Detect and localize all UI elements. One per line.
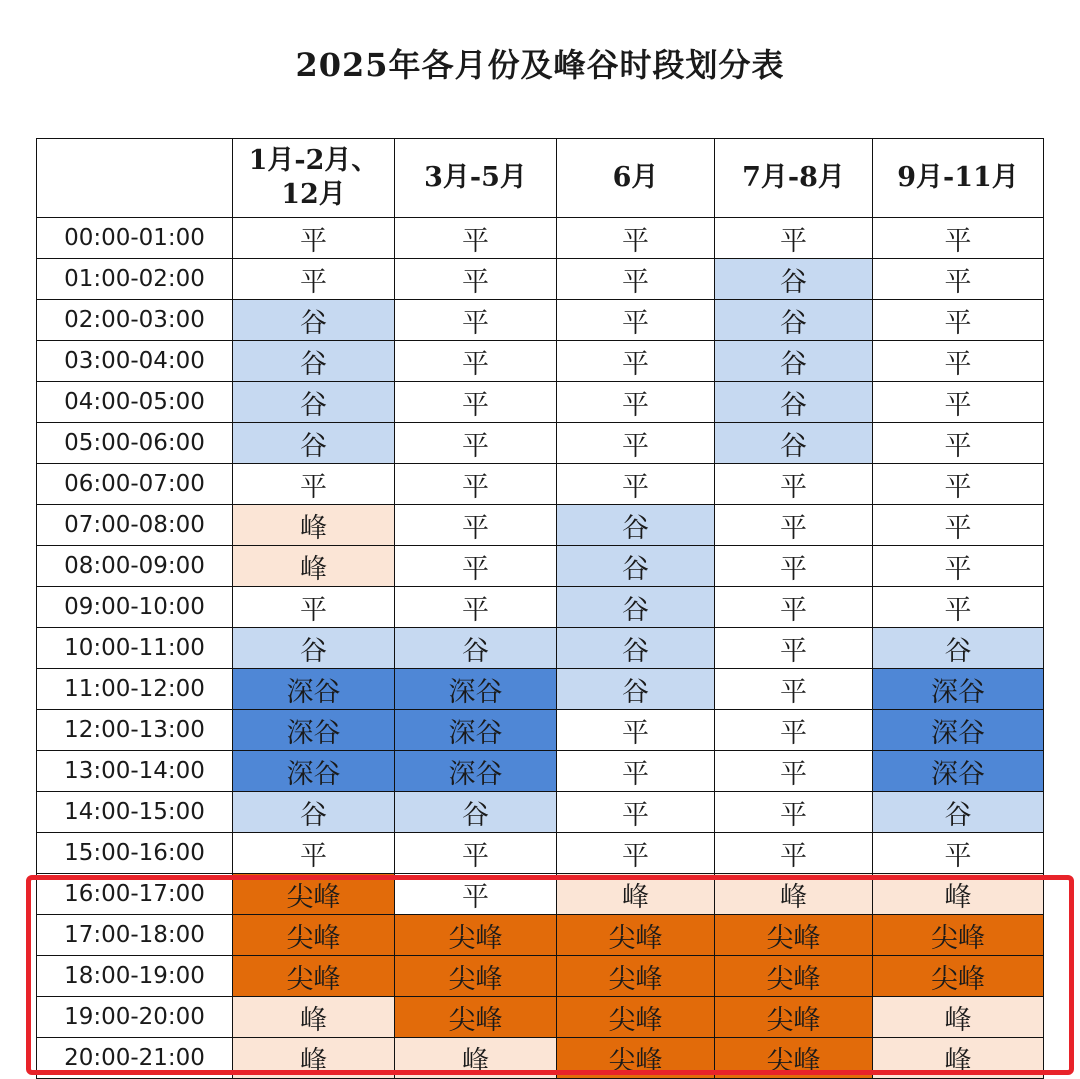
time-slot-cell: 10:00-11:00 (37, 628, 233, 669)
period-cell-sep-nov: 平 (873, 259, 1044, 300)
table-row (37, 300, 1044, 341)
table-row (37, 341, 1044, 382)
page-title: 2025年各月份及峰谷时段划分表 (295, 46, 785, 84)
period-cell-jun: 平 (557, 833, 715, 874)
period-cell-sep-nov: 平 (873, 382, 1044, 423)
period-cell-jun: 平 (557, 710, 715, 751)
time-slot-cell: 18:00-19:00 (37, 956, 233, 997)
period-cell-sep-nov: 深谷 (873, 751, 1044, 792)
period-cell-sep-nov: 平 (873, 505, 1044, 546)
period-cell-jan-feb-dec: 深谷 (233, 669, 395, 710)
period-cell-jan-feb-dec: 平 (233, 587, 395, 628)
period-cell-jan-feb-dec: 峰 (233, 997, 395, 1038)
period-cell-jan-feb-dec: 尖峰 (233, 915, 395, 956)
table-row (37, 546, 1044, 587)
period-cell-sep-nov: 尖峰 (873, 956, 1044, 997)
period-cell-jul-aug: 平 (715, 546, 873, 587)
period-cell-sep-nov: 峰 (873, 1038, 1044, 1079)
period-cell-jul-aug: 谷 (715, 382, 873, 423)
period-cell-jun: 平 (557, 423, 715, 464)
period-cell-jul-aug: 尖峰 (715, 956, 873, 997)
period-cell-sep-nov: 平 (873, 423, 1044, 464)
time-slot-cell: 11:00-12:00 (37, 669, 233, 710)
period-cell-sep-nov: 深谷 (873, 669, 1044, 710)
time-slot-cell: 13:00-14:00 (37, 751, 233, 792)
period-cell-jun: 尖峰 (557, 1038, 715, 1079)
period-cell-jul-aug: 平 (715, 833, 873, 874)
period-cell-sep-nov: 平 (873, 833, 1044, 874)
time-slot-cell: 04:00-05:00 (37, 382, 233, 423)
period-cell-mar-may: 深谷 (395, 669, 557, 710)
header-sep-nov: 9月-11月 (873, 139, 1044, 218)
period-cell-jan-feb-dec: 峰 (233, 1038, 395, 1079)
period-cell-mar-may: 平 (395, 382, 557, 423)
table-row (37, 833, 1044, 874)
period-cell-sep-nov: 尖峰 (873, 915, 1044, 956)
period-cell-mar-may: 平 (395, 259, 557, 300)
period-cell-jun: 平 (557, 341, 715, 382)
period-cell-sep-nov: 平 (873, 300, 1044, 341)
time-slot-cell: 07:00-08:00 (37, 505, 233, 546)
period-cell-jan-feb-dec: 谷 (233, 628, 395, 669)
time-slot-cell: 15:00-16:00 (37, 833, 233, 874)
period-cell-jun: 谷 (557, 505, 715, 546)
period-cell-mar-may: 谷 (395, 628, 557, 669)
time-slot-cell: 14:00-15:00 (37, 792, 233, 833)
table-row (37, 792, 1044, 833)
period-cell-jan-feb-dec: 峰 (233, 546, 395, 587)
period-cell-jul-aug: 平 (715, 464, 873, 505)
period-cell-jan-feb-dec: 谷 (233, 423, 395, 464)
period-cell-jun: 平 (557, 259, 715, 300)
period-cell-jun: 平 (557, 218, 715, 259)
period-cell-jul-aug: 尖峰 (715, 1038, 873, 1079)
period-cell-jul-aug: 谷 (715, 300, 873, 341)
period-cell-jul-aug: 谷 (715, 341, 873, 382)
period-cell-mar-may: 平 (395, 546, 557, 587)
period-cell-jun: 平 (557, 382, 715, 423)
table-row (37, 1038, 1044, 1079)
period-cell-sep-nov: 平 (873, 587, 1044, 628)
period-cell-jul-aug: 平 (715, 751, 873, 792)
period-cell-jan-feb-dec: 谷 (233, 341, 395, 382)
period-cell-mar-may: 平 (395, 587, 557, 628)
table-row (37, 669, 1044, 710)
period-cell-jan-feb-dec: 谷 (233, 382, 395, 423)
table-row (37, 587, 1044, 628)
time-slot-cell: 06:00-07:00 (37, 464, 233, 505)
period-cell-mar-may: 平 (395, 218, 557, 259)
time-slot-cell: 05:00-06:00 (37, 423, 233, 464)
header-jan-feb-dec: 1月-2月、12月 (233, 139, 395, 218)
period-cell-mar-may: 尖峰 (395, 915, 557, 956)
tou-period-table (36, 138, 1044, 1079)
period-cell-sep-nov: 平 (873, 546, 1044, 587)
period-cell-jan-feb-dec: 尖峰 (233, 956, 395, 997)
time-slot-cell: 20:00-21:00 (37, 1038, 233, 1079)
period-cell-jul-aug: 平 (715, 792, 873, 833)
period-cell-jul-aug: 平 (715, 587, 873, 628)
period-cell-jun: 谷 (557, 587, 715, 628)
time-slot-cell: 12:00-13:00 (37, 710, 233, 751)
table-row (37, 423, 1044, 464)
table-row (37, 505, 1044, 546)
period-cell-jun: 谷 (557, 628, 715, 669)
table-row (37, 259, 1044, 300)
table-row (37, 997, 1044, 1038)
period-cell-jun: 平 (557, 300, 715, 341)
table-body (37, 218, 1044, 1079)
table-row (37, 956, 1044, 997)
time-slot-cell: 16:00-17:00 (37, 874, 233, 915)
period-cell-mar-may: 深谷 (395, 710, 557, 751)
period-cell-jul-aug: 谷 (715, 259, 873, 300)
header-jun: 6月 (557, 139, 715, 218)
period-cell-sep-nov: 平 (873, 218, 1044, 259)
time-slot-cell: 01:00-02:00 (37, 259, 233, 300)
time-slot-cell: 02:00-03:00 (37, 300, 233, 341)
table-row (37, 218, 1044, 259)
period-cell-jun: 尖峰 (557, 915, 715, 956)
period-cell-mar-may: 谷 (395, 792, 557, 833)
period-cell-mar-may: 尖峰 (395, 997, 557, 1038)
period-cell-jul-aug: 平 (715, 218, 873, 259)
header-corner (37, 139, 233, 218)
period-cell-sep-nov: 平 (873, 341, 1044, 382)
period-cell-jan-feb-dec: 平 (233, 259, 395, 300)
period-cell-jun: 峰 (557, 874, 715, 915)
period-cell-mar-may: 平 (395, 341, 557, 382)
period-cell-mar-may: 平 (395, 464, 557, 505)
table-row (37, 710, 1044, 751)
period-cell-jun: 谷 (557, 669, 715, 710)
period-cell-jul-aug: 平 (715, 710, 873, 751)
table-row (37, 628, 1044, 669)
time-slot-cell: 00:00-01:00 (37, 218, 233, 259)
time-slot-cell: 17:00-18:00 (37, 915, 233, 956)
time-slot-cell: 08:00-09:00 (37, 546, 233, 587)
period-cell-jan-feb-dec: 深谷 (233, 710, 395, 751)
period-cell-jul-aug: 峰 (715, 874, 873, 915)
period-cell-jan-feb-dec: 峰 (233, 505, 395, 546)
header-jul-aug: 7月-8月 (715, 139, 873, 218)
period-cell-mar-may: 峰 (395, 1038, 557, 1079)
period-cell-jul-aug: 平 (715, 505, 873, 546)
header-row (37, 139, 1044, 218)
table-row (37, 874, 1044, 915)
period-cell-sep-nov: 深谷 (873, 710, 1044, 751)
header-mar-may: 3月-5月 (395, 139, 557, 218)
period-cell-mar-may: 平 (395, 423, 557, 464)
period-cell-jul-aug: 平 (715, 669, 873, 710)
time-slot-cell: 19:00-20:00 (37, 997, 233, 1038)
period-cell-mar-may: 深谷 (395, 751, 557, 792)
period-cell-jun: 平 (557, 751, 715, 792)
period-cell-sep-nov: 谷 (873, 792, 1044, 833)
period-cell-mar-may: 平 (395, 833, 557, 874)
time-slot-cell: 03:00-04:00 (37, 341, 233, 382)
period-cell-mar-may: 平 (395, 505, 557, 546)
period-cell-jun: 谷 (557, 546, 715, 587)
period-cell-sep-nov: 平 (873, 464, 1044, 505)
period-cell-sep-nov: 峰 (873, 874, 1044, 915)
period-cell-sep-nov: 峰 (873, 997, 1044, 1038)
period-cell-mar-may: 尖峰 (395, 956, 557, 997)
period-cell-jan-feb-dec: 平 (233, 218, 395, 259)
period-cell-jul-aug: 谷 (715, 423, 873, 464)
period-cell-jun: 平 (557, 792, 715, 833)
period-cell-jun: 平 (557, 464, 715, 505)
period-cell-jul-aug: 平 (715, 628, 873, 669)
period-cell-jun: 尖峰 (557, 997, 715, 1038)
period-cell-mar-may: 平 (395, 300, 557, 341)
period-cell-jan-feb-dec: 谷 (233, 300, 395, 341)
period-cell-jul-aug: 尖峰 (715, 915, 873, 956)
time-slot-cell: 09:00-10:00 (37, 587, 233, 628)
period-cell-sep-nov: 谷 (873, 628, 1044, 669)
table-row (37, 751, 1044, 792)
period-cell-jan-feb-dec: 平 (233, 833, 395, 874)
table-row (37, 464, 1044, 505)
table-row (37, 382, 1044, 423)
period-cell-jan-feb-dec: 尖峰 (233, 874, 395, 915)
table-row (37, 915, 1044, 956)
period-cell-jan-feb-dec: 深谷 (233, 751, 395, 792)
period-cell-jul-aug: 尖峰 (715, 997, 873, 1038)
period-cell-mar-may: 平 (395, 874, 557, 915)
period-cell-jan-feb-dec: 平 (233, 464, 395, 505)
period-cell-jun: 尖峰 (557, 956, 715, 997)
period-cell-jan-feb-dec: 谷 (233, 792, 395, 833)
